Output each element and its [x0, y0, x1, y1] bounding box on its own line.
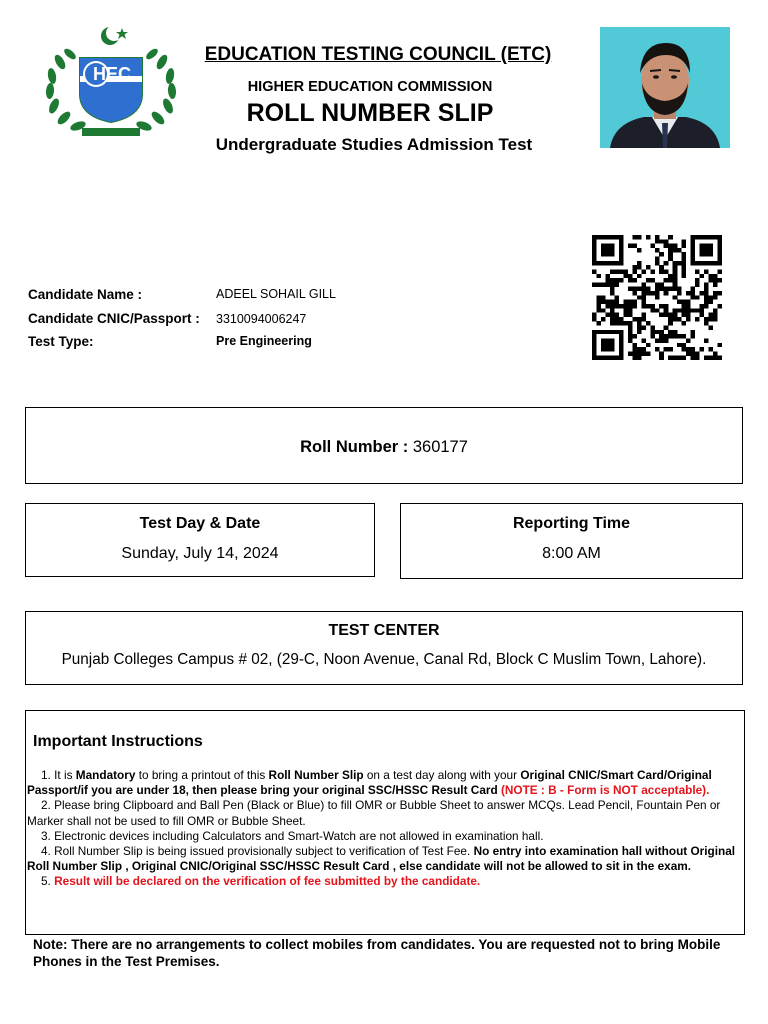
test-center-box	[25, 611, 743, 685]
candidate-name: ADEEL SOHAIL GILL	[216, 287, 336, 301]
candidate-cnic: 3310094006247	[216, 312, 307, 326]
candidate-name-label: Candidate Name :	[28, 287, 143, 302]
test-center-address: Punjab Colleges Campus # 02, (29-C, Noon Avenue, Canal Rd, Block C Muslim Town, Lahore).	[61, 651, 707, 668]
candidate-cnic-label: Candidate CNIC/Passport :	[28, 311, 200, 326]
council-title: EDUCATION TESTING COUNCIL (ETC)	[204, 44, 552, 65]
hec-logo	[40, 24, 182, 144]
instruction-item: 1. It is Mandatory to bring a printout of this Roll Number Slip on a test day along with your Original CNIC/Smart Card/Original Passport/if you are under 18, then please bring your original SSC/HSSC Result Card (NOTE : B - Form is NOT acceptable).	[27, 768, 712, 798]
commission-title: HIGHER EDUCATION COMMISSION	[247, 79, 493, 95]
instructions-list	[27, 768, 739, 890]
instruction-item: 3. Electronic devices including Calculators and Smart-Watch are not allowed in examination hall.	[41, 828, 544, 843]
test-center-label: TEST CENTER	[328, 622, 440, 639]
test-date-label: Test Day & Date	[139, 515, 261, 532]
instructions-title: Important Instructions	[33, 733, 203, 750]
slip-title: ROLL NUMBER SLIP	[246, 99, 494, 127]
roll-number-value: 360177	[412, 438, 468, 456]
reporting-time-value: 8:00 AM	[542, 545, 601, 562]
instruction-item: 5. Result will be declared on the verification of fee submitted by the candidate.	[41, 874, 481, 889]
instruction-item: 2. Please bring Clipboard and Ball Pen (Black or Blue) to fill OMR or Bubble Sheet to answer MCQs. Lead Pencil, Fountain Pen or Marker shall not be used to fill OMR or Bubble Sheet.	[27, 798, 721, 828]
roll-number-line	[26, 438, 742, 457]
roll-number-label: Roll Number :	[300, 438, 409, 456]
test-date-box	[25, 503, 375, 577]
svg-text:HEC: HEC	[92, 64, 132, 84]
reporting-time-label: Reporting Time	[512, 515, 631, 532]
test-name: Undergraduate Studies Admission Test	[215, 135, 533, 154]
test-type-label: Test Type:	[28, 334, 94, 349]
test-type: Pre Engineering	[216, 334, 312, 348]
instruction-item: 4. Roll Number Slip is being issued provisionally subject to verification of Test Fee. No entry into examination hall without Original Roll Number Slip , Original CNIC/Original SSC/HSSC Result Card , else candidate will not be allowed to sit in the exam.	[27, 844, 736, 874]
reporting-time-box	[400, 503, 743, 579]
qr-code	[592, 235, 722, 360]
mobile-phone-note: Note: There are no arrangements to collect mobiles from candidates. You are requested not to bring Mobile Phones in the Test Premises.	[33, 937, 721, 969]
test-date-value: Sunday, July 14, 2024	[121, 545, 279, 562]
roll-number-box	[25, 407, 743, 484]
candidate-photo	[600, 27, 730, 148]
